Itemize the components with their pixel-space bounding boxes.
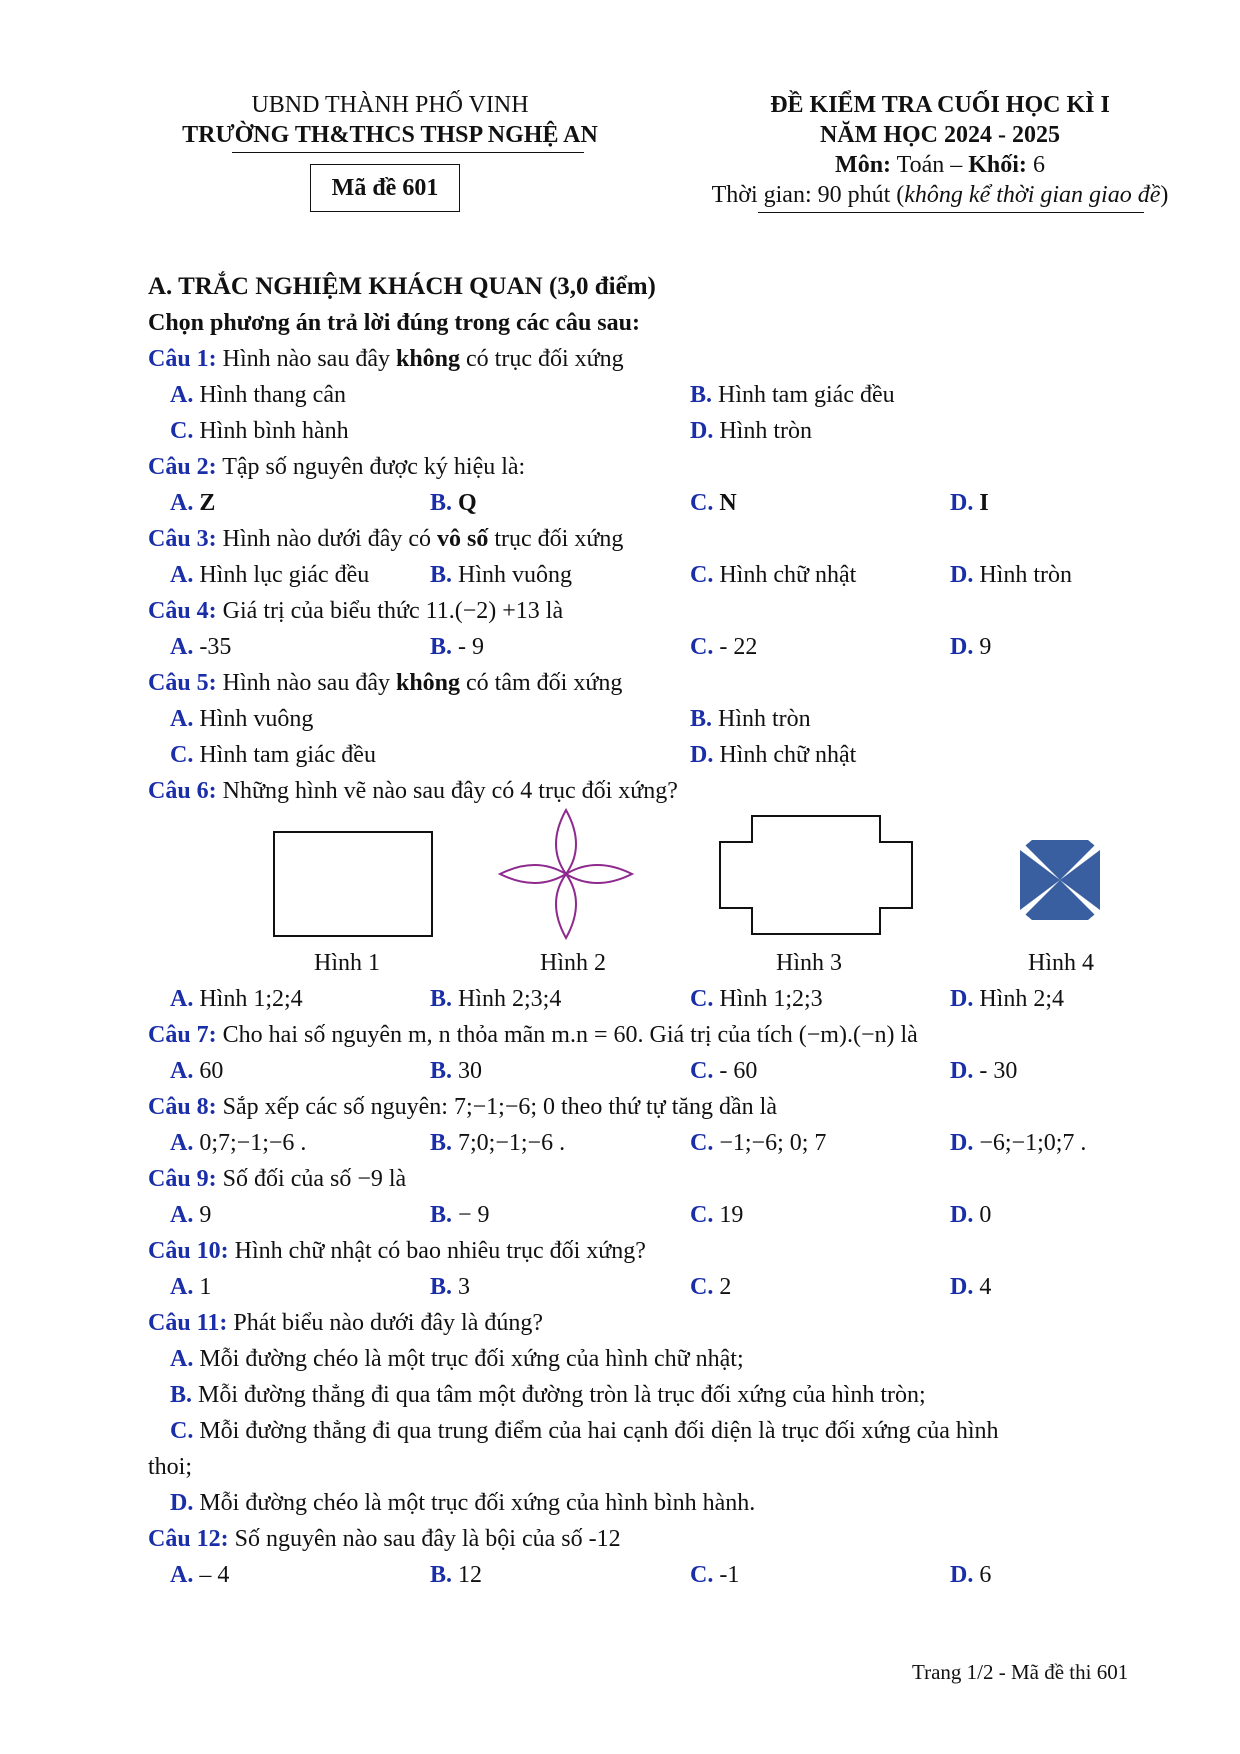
option-a[interactable]: A. Hình lục giác đều — [170, 562, 370, 588]
question-text: có tâm đối xứng — [460, 670, 623, 696]
rectangle-figure — [270, 828, 436, 940]
option-b[interactable]: B. Hình tam giác đều — [690, 382, 895, 408]
section-title: A. TRẮC NGHIỆM KHÁCH QUAN (3,0 điểm) — [148, 273, 656, 300]
option-d[interactable]: D. Hình 2;4 — [950, 986, 1065, 1012]
question-10 — [148, 1236, 646, 1266]
option-b[interactable]: B. 7;0;−1;−6 . — [430, 1130, 566, 1156]
time-line — [690, 180, 1190, 210]
option-a[interactable]: A. -35 — [170, 634, 232, 660]
question-label: Câu 2: — [148, 454, 217, 480]
question-text: Phát biểu nào dưới đây là đúng? — [227, 1310, 543, 1336]
question-3 — [148, 524, 623, 554]
question-text: Những hình vẽ nào sau đây có 4 trục đối xứng? — [216, 778, 678, 804]
question-4 — [148, 596, 563, 626]
option-a[interactable]: A. Hình thang cân — [170, 382, 346, 408]
option-c-continued: thoi; — [148, 1454, 193, 1480]
figure-2-caption: Hình 2 — [540, 950, 606, 976]
question-text: Giá trị của biểu thức 11.(−2) +13 là — [216, 598, 564, 624]
cross-pattee — [1016, 836, 1104, 924]
question-text: Hình nào sau đây — [216, 670, 396, 696]
school-underline — [232, 152, 584, 153]
option-c[interactable]: C. 19 — [690, 1202, 744, 1228]
option-c[interactable]: C. −1;−6; 0; 7 — [690, 1130, 827, 1156]
option-a[interactable]: A. Z — [170, 490, 216, 516]
exam-code-box: Mã đề 601 — [310, 164, 460, 212]
option-a[interactable]: A. 1 — [170, 1274, 212, 1300]
option-d[interactable]: D. 9 — [950, 634, 992, 660]
question-label: Câu 11: — [148, 1310, 228, 1336]
option-d[interactable]: D. I — [950, 490, 989, 516]
option-b[interactable]: B. Q — [430, 490, 477, 516]
question-text: trục đối xứng — [488, 526, 624, 552]
option-a[interactable]: A. 60 — [170, 1058, 224, 1084]
question-9 — [148, 1164, 406, 1194]
question-8 — [148, 1092, 777, 1122]
school-name: TRƯỜNG TH&THCS THSP NGHỆ AN — [182, 122, 598, 148]
question-1 — [148, 344, 624, 374]
question-text: Hình nào sau đây — [216, 346, 396, 372]
option-a[interactable]: A. 9 — [170, 1202, 212, 1228]
school-year: NĂM HỌC 2024 - 2025 — [820, 122, 1060, 148]
question-label: Câu 5: — [148, 670, 217, 696]
question-text: Số nguyên nào sau đây là bội của số -12 — [228, 1526, 621, 1552]
option-b[interactable]: B. − 9 — [430, 1202, 490, 1228]
option-c[interactable]: C. - 22 — [690, 634, 758, 660]
header-left — [150, 90, 630, 150]
question-12 — [148, 1524, 621, 1554]
question-label: Câu 9: — [148, 1166, 217, 1192]
option-c[interactable]: C. N — [690, 490, 737, 516]
stepped-rectangle — [716, 812, 916, 938]
option-a[interactable]: A. Mỗi đường chéo là một trục đối xứng của hình chữ nhật; — [170, 1346, 744, 1372]
question-emphasis: không — [395, 670, 461, 696]
option-c[interactable]: C. Hình bình hành — [170, 418, 349, 444]
question-11 — [148, 1308, 543, 1338]
subject-line — [690, 150, 1190, 180]
option-d[interactable]: D. Hình chữ nhật — [690, 742, 857, 768]
option-d[interactable]: D. - 30 — [950, 1058, 1018, 1084]
figure-4-caption: Hình 4 — [1028, 950, 1094, 976]
question-2 — [148, 452, 525, 482]
option-b[interactable]: B. Mỗi đường thẳng đi qua tâm một đường tròn là trục đối xứng của hình tròn; — [170, 1382, 926, 1408]
question-emphasis: không — [395, 346, 461, 372]
figure-1-caption: Hình 1 — [314, 950, 380, 976]
question-7 — [148, 1020, 918, 1050]
subject-label: Môn: — [835, 152, 892, 178]
option-b[interactable]: B. 30 — [430, 1058, 483, 1084]
header-right — [690, 90, 1190, 210]
question-text: Hình nào dưới đây có — [216, 526, 437, 552]
question-text: Cho hai số nguyên m, n thỏa mãn m.n = 60. Giá trị của tích (−m).(−n) là — [216, 1022, 918, 1048]
option-c[interactable]: C. 2 — [690, 1274, 732, 1300]
question-6 — [148, 776, 678, 806]
option-b[interactable]: B. Hình vuông — [430, 562, 573, 588]
option-a[interactable]: A. – 4 — [170, 1562, 230, 1588]
option-d[interactable]: D. −6;−1;0;7 . — [950, 1130, 1087, 1156]
question-emphasis: vô số — [437, 526, 489, 552]
option-a[interactable]: A. 0;7;−1;−6 . — [170, 1130, 307, 1156]
exam-title: ĐỀ KIỂM TRA CUỐI HỌC KÌ I — [770, 92, 1110, 118]
option-c[interactable]: C. - 60 — [690, 1058, 758, 1084]
time-close: ) — [1160, 182, 1169, 208]
option-b[interactable]: B. Hình tròn — [690, 706, 811, 732]
option-b[interactable]: B. 12 — [430, 1562, 483, 1588]
option-d[interactable]: D. Mỗi đường chéo là một trục đối xứng của hình bình hành. — [170, 1490, 756, 1516]
option-d[interactable]: D. Hình tròn — [950, 562, 1073, 588]
figure-3-caption: Hình 3 — [776, 950, 842, 976]
four-petal-flower — [496, 806, 636, 942]
section-instruction: Chọn phương án trả lời đúng trong các câu sau: — [148, 310, 640, 336]
grade-label: Khối: — [968, 152, 1027, 178]
question-text: Sắp xếp các số nguyên: 7;−1;−6; 0 theo thứ tự tăng dần là — [216, 1094, 777, 1120]
question-text: Số đối của số −9 là — [216, 1166, 407, 1192]
option-d[interactable]: D. 6 — [950, 1562, 992, 1588]
question-label: Câu 12: — [148, 1526, 229, 1552]
option-d[interactable]: D. Hình tròn — [690, 418, 813, 444]
question-label: Câu 10: — [148, 1238, 229, 1264]
grade-value: 6 — [1026, 152, 1045, 178]
time-underline — [758, 212, 1144, 213]
option-c[interactable]: C. Mỗi đường thẳng đi qua trung điểm của hai cạnh đối diện là trục đối xứng của hình — [170, 1418, 999, 1444]
option-b[interactable]: B. - 9 — [430, 634, 485, 660]
question-text: Tập số nguyên được ký hiệu là: — [216, 454, 526, 480]
option-a[interactable]: A. Hình vuông — [170, 706, 314, 732]
time-text: Thời gian: 90 phút ( — [711, 182, 905, 208]
question-text: Hình chữ nhật có bao nhiêu trục đối xứng? — [228, 1238, 646, 1264]
option-c[interactable]: C. Hình chữ nhật — [690, 562, 857, 588]
option-b[interactable]: B. 3 — [430, 1274, 471, 1300]
department-name: UBND THÀNH PHỐ VINH — [251, 92, 529, 118]
option-c[interactable]: C. -1 — [690, 1562, 740, 1588]
question-5 — [148, 668, 622, 698]
question-label: Câu 1: — [148, 346, 217, 372]
option-a[interactable]: A. Hình 1;2;4 — [170, 986, 303, 1012]
option-c[interactable]: C. Hình tam giác đều — [170, 742, 376, 768]
option-b[interactable]: B. Hình 2;3;4 — [430, 986, 562, 1012]
option-d[interactable]: D. 0 — [950, 1202, 992, 1228]
question-label: Câu 3: — [148, 526, 217, 552]
question-text: có trục đối xứng — [460, 346, 624, 372]
subject-value: Toán – — [891, 152, 969, 178]
option-c[interactable]: C. Hình 1;2;3 — [690, 986, 823, 1012]
time-note: không kể thời gian giao đề — [904, 182, 1161, 208]
question-label: Câu 4: — [148, 598, 217, 624]
question-label: Câu 6: — [148, 778, 217, 804]
question-label: Câu 8: — [148, 1094, 217, 1120]
option-d[interactable]: D. 4 — [950, 1274, 992, 1300]
page-footer: Trang 1/2 - Mã đề thi 601 — [912, 1660, 1129, 1684]
question-label: Câu 7: — [148, 1022, 217, 1048]
